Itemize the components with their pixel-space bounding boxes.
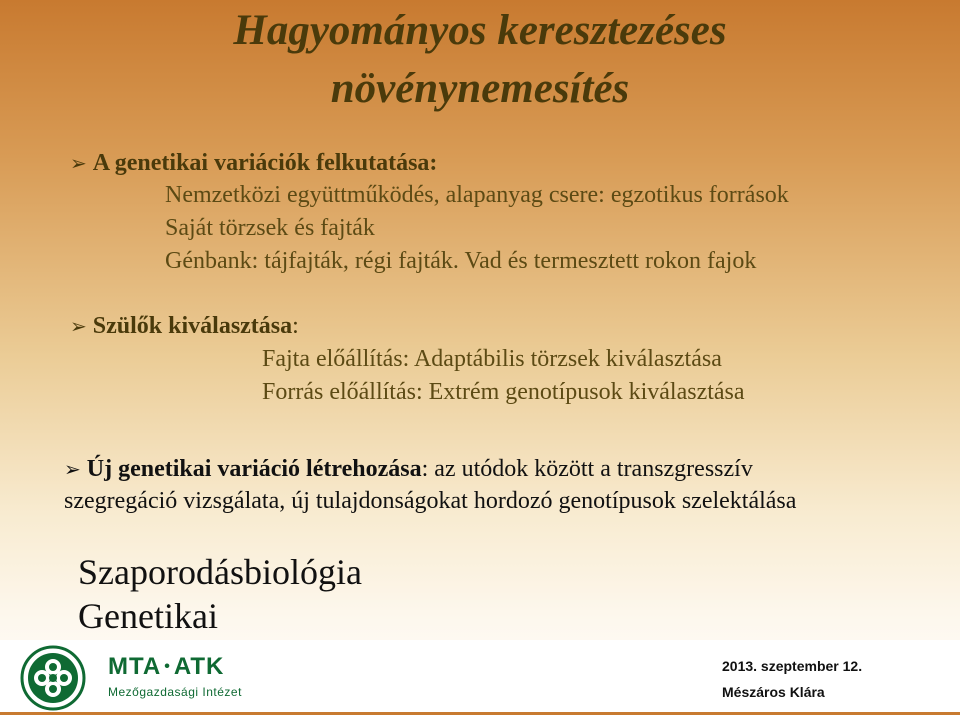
institute-name: Mezőgazdasági Intézet [108,685,242,699]
section3-line-2: szegregáció vizsgálata, új tulajdonságokat hordozó genotípusok szelektálása [64,488,797,514]
presentation-date: 2013. szeptember 12. [722,658,863,674]
arrow-bullet-icon: ➢ [70,314,87,338]
title-line-1: Hagyományos keresztezéses [233,7,727,54]
slide-title [0,2,960,118]
section2-heading: ➢ Szülők kiválasztása: [70,313,299,339]
section1-item: Saját törzsek és fajták [165,215,375,241]
section1-item: Nemzetközi együttműködés, alapanyag csere: egzotikus források [165,182,789,208]
arrow-bullet-icon: ➢ [64,457,81,481]
section3-heading: ➢ Új genetikai variáció létrehozása: az utódok között a transzgresszív [64,456,753,482]
discipline-genetics: Genetikai [78,596,218,636]
title-line-2: növénynemesítés [330,65,630,112]
author-name: Mészáros Klára [722,684,825,700]
mta-atk-logo-icon [20,645,86,711]
section1-item: Génbank: tájfajták, régi fajták. Vad és termesztett rokon fajok [165,248,757,274]
section2-item: Forrás előállítás: Extrém genotípusok kiválasztása [262,379,745,405]
arrow-bullet-icon: ➢ [70,151,87,175]
section1-heading: ➢ A genetikai variációk felkutatása: [70,150,438,176]
section2-item: Fajta előállítás: Adaptábilis törzsek kiválasztása [262,346,722,372]
discipline-reproductive-biology: Szaporodásbiológia [78,552,362,592]
org-name: MTA • ATK [108,653,225,680]
